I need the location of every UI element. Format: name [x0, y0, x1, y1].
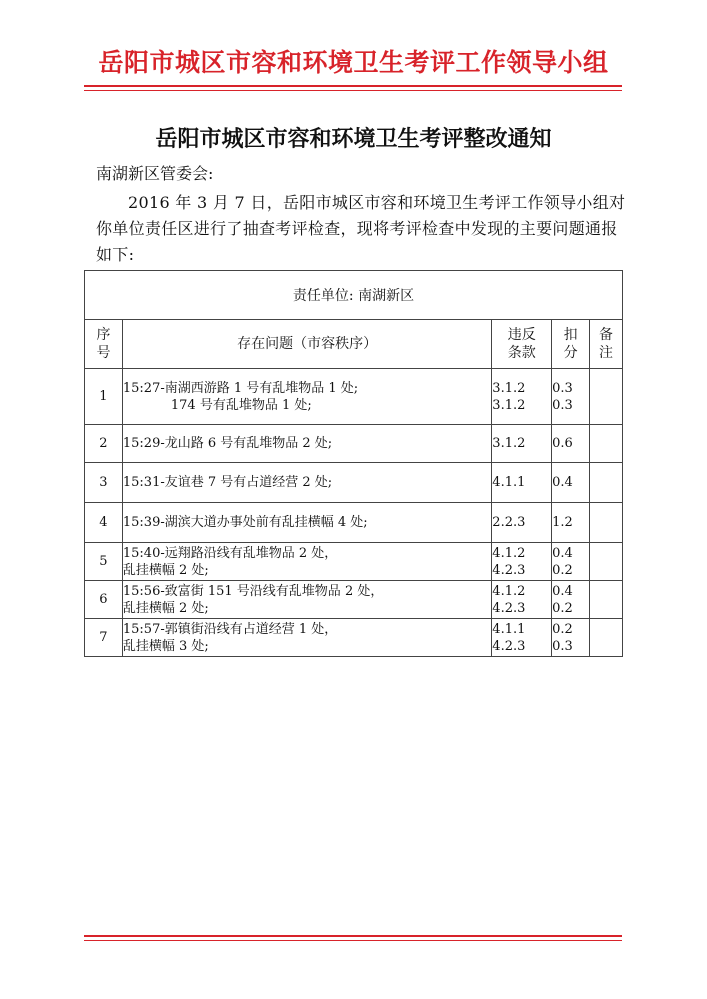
letterhead-rule-bottom — [84, 90, 622, 91]
row-number: 1 — [85, 369, 123, 425]
row-number: 7 — [85, 619, 123, 657]
row-issue: 15:40-远翔路沿线有乱堆物品 2 处， 乱挂横幅 2 处; — [122, 543, 491, 581]
table-row — [85, 581, 623, 619]
responsible-unit-row — [85, 271, 623, 320]
row-deduction: 1.2 — [552, 503, 590, 543]
table-row — [85, 463, 623, 503]
row-issue: 15:29-龙山路 6 号有乱堆物品 2 处; — [122, 425, 491, 463]
recipient: 南湖新区管委会: — [96, 164, 214, 183]
footer-rule-bottom — [84, 940, 622, 941]
row-note — [590, 463, 623, 503]
header-clause: 违反 条款 — [492, 320, 552, 369]
row-clause: 3.1.2 3.1.2 — [492, 369, 552, 425]
row-deduction: 0.6 — [552, 425, 590, 463]
row-deduction: 0.4 — [552, 463, 590, 503]
table-row — [85, 503, 623, 543]
row-note — [590, 369, 623, 425]
footer-rule-top — [84, 935, 622, 937]
row-clause: 3.1.2 — [492, 425, 552, 463]
header-note: 备 注 — [590, 320, 623, 369]
row-note — [590, 503, 623, 543]
table-row — [85, 369, 623, 425]
row-number: 5 — [85, 543, 123, 581]
row-clause: 4.1.1 — [492, 463, 552, 503]
table-header — [85, 320, 623, 369]
row-note — [590, 619, 623, 657]
row-clause: 4.1.2 4.2.3 — [492, 543, 552, 581]
table-row — [85, 543, 623, 581]
row-issue: 15:31-友谊巷 7 号有占道经营 2 处; — [122, 463, 491, 503]
row-number: 4 — [85, 503, 123, 543]
row-issue: 15:56-致富街 151 号沿线有乱堆物品 2 处， 乱挂横幅 2 处; — [122, 581, 491, 619]
row-clause: 4.1.2 4.2.3 — [492, 581, 552, 619]
row-issue: 15:57-郭镇街沿线有占道经营 1 处， 乱挂横幅 3 处; — [122, 619, 491, 657]
letterhead-rule-top — [84, 85, 622, 87]
letterhead-title: 岳阳市城区市容和环境卫生考评工作领导小组 — [98, 48, 609, 77]
row-note — [590, 425, 623, 463]
row-deduction: 0.2 0.3 — [552, 619, 590, 657]
row-number: 6 — [85, 581, 123, 619]
table-row — [85, 425, 623, 463]
row-issue: 15:39-湖滨大道办事处前有乱挂横幅 4 处; — [122, 503, 491, 543]
row-deduction: 0.4 0.2 — [552, 543, 590, 581]
header-no: 序 号 — [85, 320, 123, 369]
row-number: 3 — [85, 463, 123, 503]
row-clause: 2.2.3 — [492, 503, 552, 543]
header-issue: 存在问题（市容秩序） — [122, 320, 491, 369]
intro-paragraph: 2016 年 3 月 7 日，岳阳市城区市容和环境卫生考评工作领导小组对你单位责任区进行了抽查考评检查，现将考评检查中发现的主要问题通报如下: — [96, 193, 626, 264]
row-deduction: 0.4 0.2 — [552, 581, 590, 619]
row-issue: 15:27-南湖西游路 1 号有乱堆物品 1 处; 174 号有乱堆物品 1 处; — [122, 369, 491, 425]
row-clause: 4.1.1 4.2.3 — [492, 619, 552, 657]
issues-table — [84, 270, 623, 657]
row-deduction: 0.3 0.3 — [552, 369, 590, 425]
table-row — [85, 619, 623, 657]
header-deduct: 扣 分 — [552, 320, 590, 369]
responsible-unit: 责任单位: 南湖新区 — [85, 271, 623, 320]
table-body — [85, 369, 623, 657]
row-note — [590, 543, 623, 581]
row-note — [590, 581, 623, 619]
notice-title: 岳阳市城区市容和环境卫生考评整改通知 — [155, 126, 552, 152]
row-number: 2 — [85, 425, 123, 463]
